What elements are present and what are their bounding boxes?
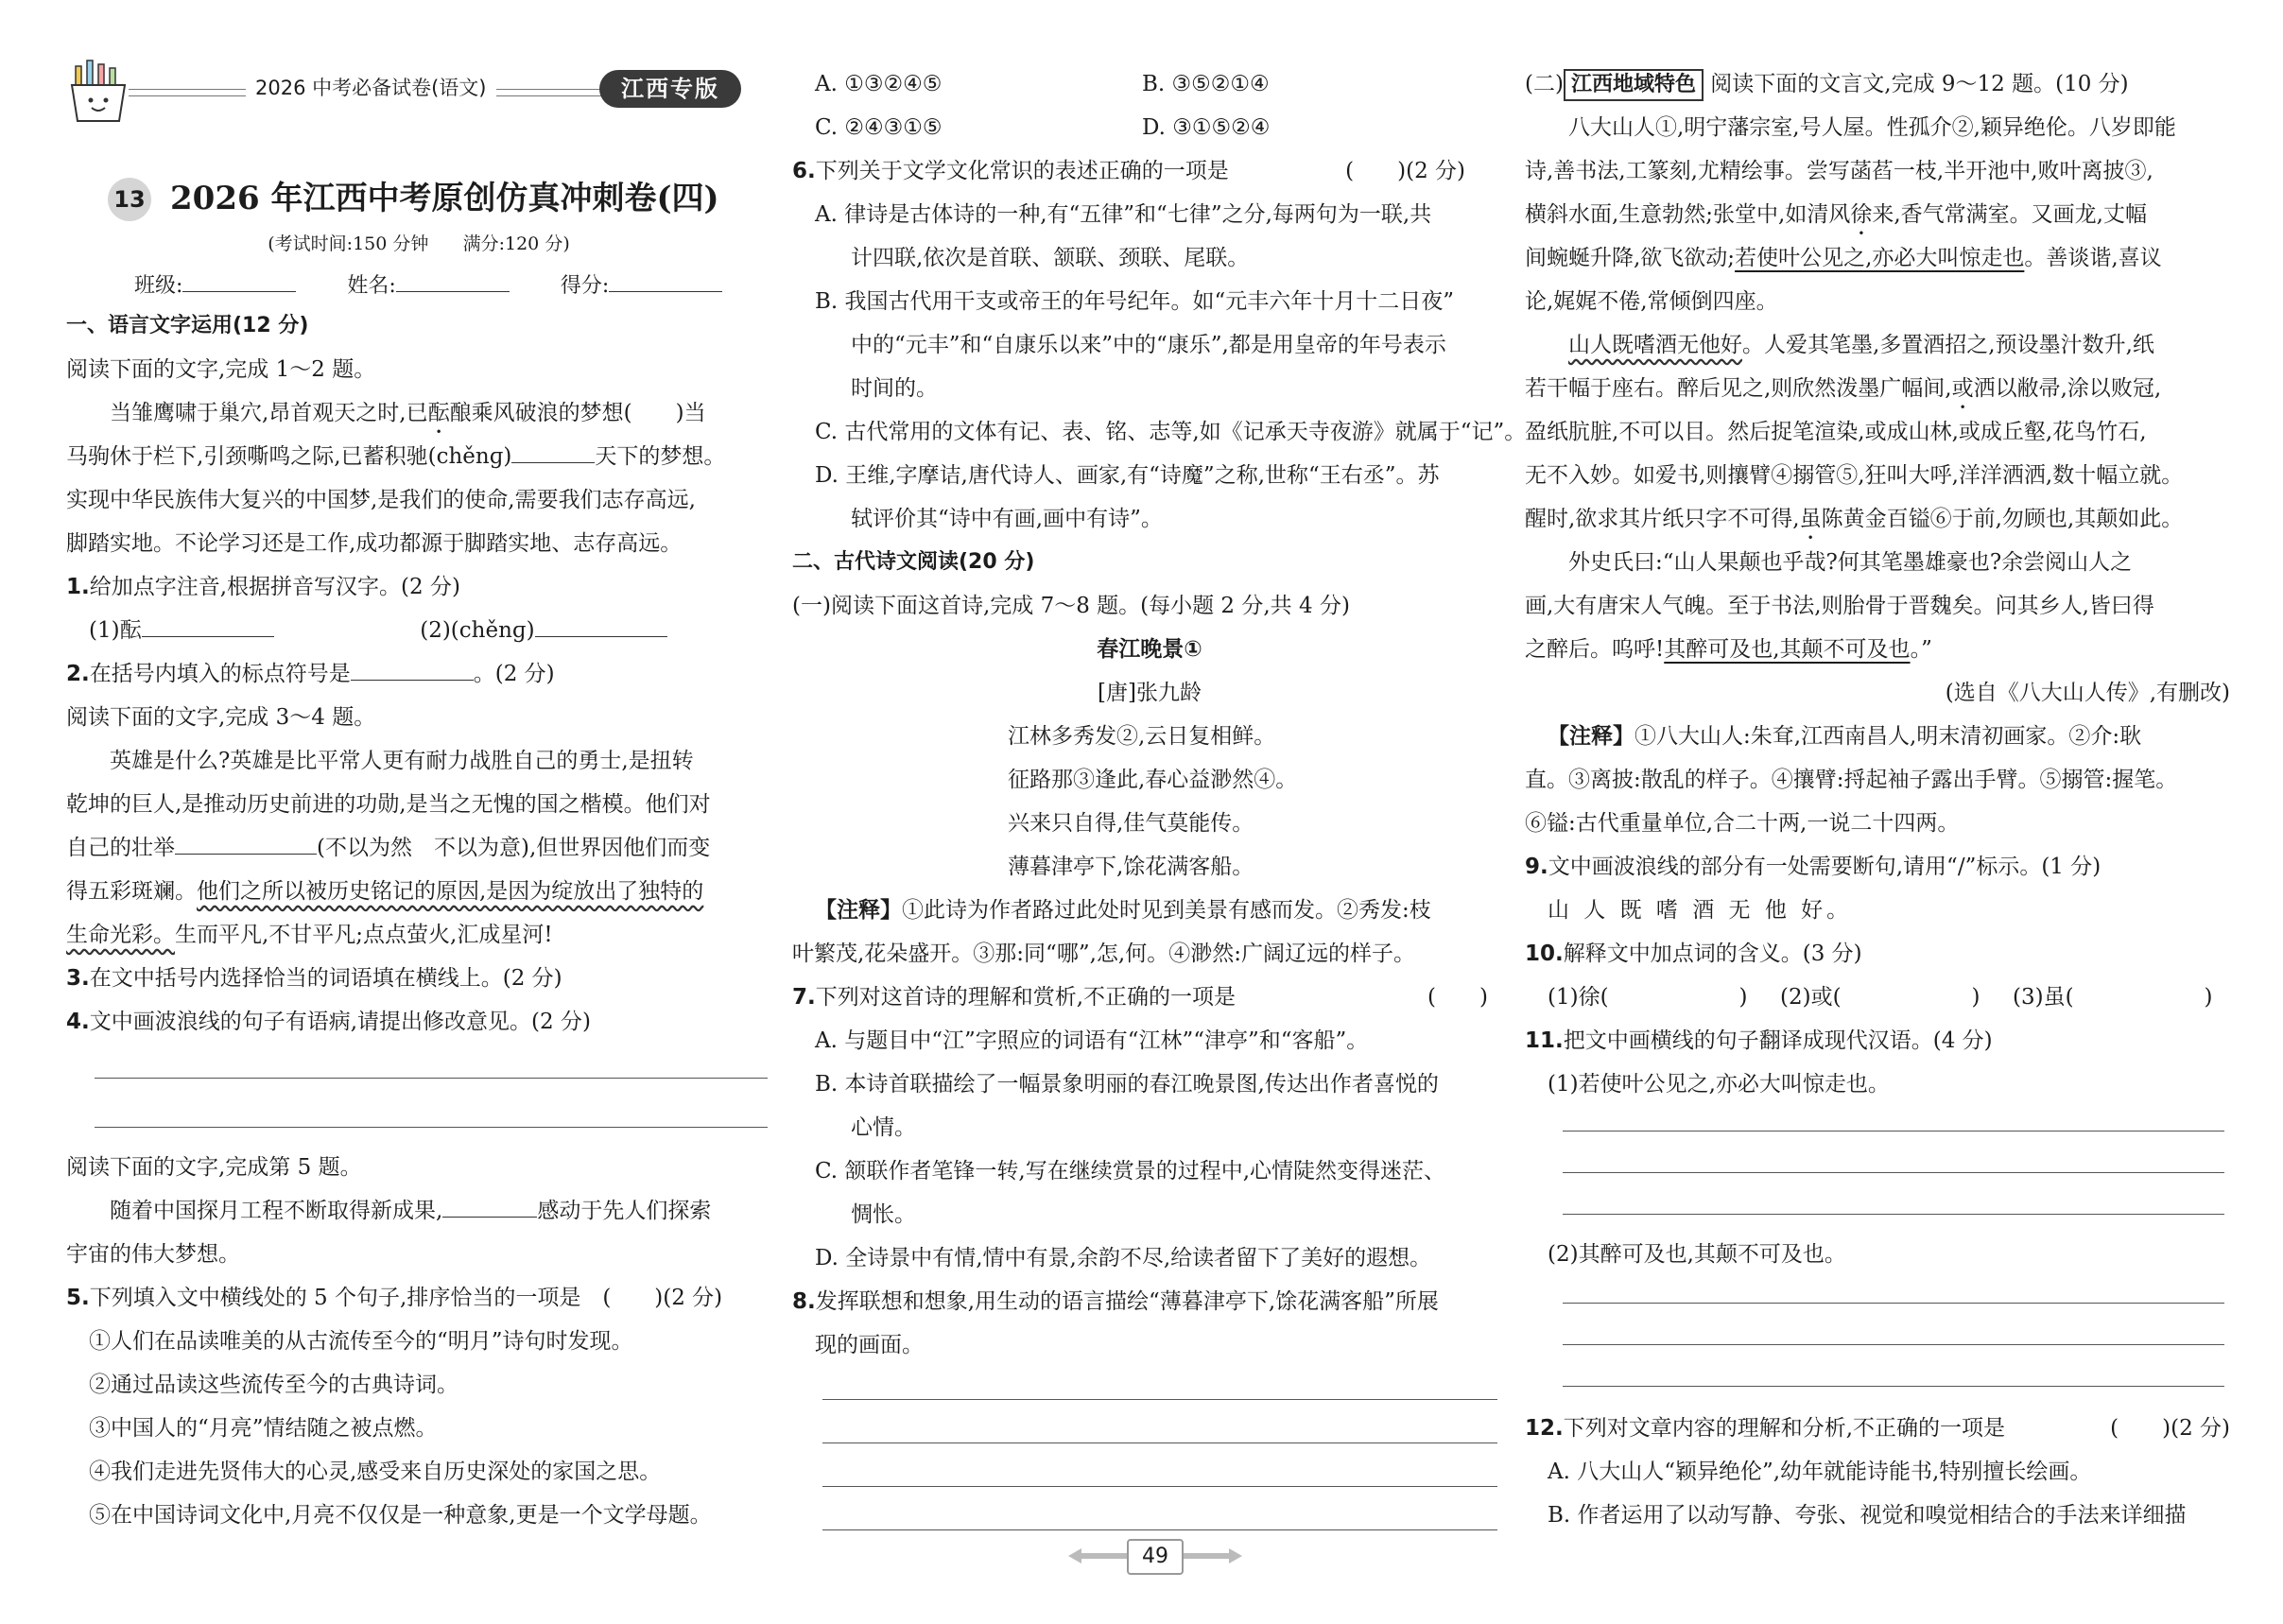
text-notes-line1: 【注释】①八大山人:朱耷,江西南昌人,明末清初画家。②介:耿 bbox=[1548, 723, 2142, 749]
question-9-characters[interactable]: 山 人 既 嗜 酒 无 他 好。 bbox=[1548, 898, 1853, 923]
poem-line-1: 江林多秀发②,云日复相鲜。 bbox=[1008, 724, 1276, 749]
answer-1-1[interactable] bbox=[142, 613, 274, 637]
classical-text-line8: 盈纸肮脏,不可以目。然后捉笔渲染,或成山林,或成丘壑,花鸟竹石, bbox=[1525, 420, 2147, 444]
question-1-blanks: (1)酝 (2)(chěnɡ) bbox=[66, 609, 771, 652]
classical-text-line1: 八大山人①,明宁藩宗室,号人屋。性孤介②,颖异绝伦。八岁即能 bbox=[1568, 115, 2176, 140]
score-label: 得分: bbox=[560, 274, 610, 298]
name-label: 姓名: bbox=[347, 274, 396, 298]
text-notes-line3: ⑥镒:古代重量单位,合二十两,一说二十四两。 bbox=[1525, 811, 1960, 836]
option-5a[interactable]: A. ①③②④⑤ bbox=[815, 72, 943, 96]
exam-time-info: (考试时间:150 分钟 满分:120 分) bbox=[268, 233, 570, 254]
option-7a[interactable]: A. 与题目中“江”字照应的词语有“江林”“津亭”和“客船”。 bbox=[815, 1028, 1369, 1053]
passage2-line5: 生命光彩。生而平凡,不甘平凡;点点萤火,汇成星河! bbox=[66, 923, 553, 947]
text-notes-line2: 直。③离披:散乱的样子。④攘臂:捋起袖子露出手臂。⑤搦管:握笔。 bbox=[1525, 768, 2178, 792]
option-6a-line1[interactable]: A. 律诗是古体诗的一种,有“五律”和“七律”之分,每两句为一联,共 bbox=[815, 202, 1432, 227]
passage1-line4: 脚踏实地。不论学习还是工作,成功都源于脚踏实地、志存高远。 bbox=[66, 531, 683, 556]
dotted-char-sui: 虽 bbox=[1799, 507, 1822, 531]
answer-line-11-1b[interactable] bbox=[1563, 1172, 2224, 1173]
question-6: 6.下列关于文学文化常识的表述正确的一项是 ( )(2 分) bbox=[792, 159, 1465, 183]
poem-line-2: 征路那③逢此,春心益渺然④。 bbox=[1008, 768, 1298, 792]
passage1-line2: 马驹休于栏下,引颈嘶鸣之际,已蓄积驰(chěnɡ) 天下的梦想。 bbox=[66, 435, 771, 478]
passage2-line2: 乾坤的巨人,是推动历史前进的功勋,是当之无愧的国之楷模。他们对 bbox=[66, 792, 711, 817]
answer-line-8d[interactable] bbox=[822, 1529, 1497, 1530]
q5-options-row1 bbox=[792, 62, 1507, 106]
question-12: 12.下列对文章内容的理解和分析,不正确的一项是 ( )(2 分) bbox=[1525, 1416, 2230, 1441]
source-citation: (选自《八大山人传》,有删改) bbox=[1945, 681, 2230, 705]
answer-line-11-1a[interactable] bbox=[1563, 1131, 2224, 1132]
option-12b[interactable]: B. 作者运用了以动写静、夸张、视觉和嗅觉相结合的手法来详细描 bbox=[1548, 1503, 2187, 1528]
classical-text-line7: 若干幅于座右。醉后见之,则欣然泼墨广幅间,或洒以敝帚,涂以败冠, bbox=[1525, 376, 2162, 401]
option-6a-line2: 计四联,依次是首联、颔联、颈联、尾联。 bbox=[851, 246, 1250, 270]
class-label: 班级: bbox=[134, 274, 183, 298]
sentence-3: ③中国人的“月亮”情结随之被点燃。 bbox=[89, 1416, 438, 1441]
class-field[interactable] bbox=[182, 268, 296, 292]
passage1-line3: 实现中华民族伟大复兴的中国梦,是我们的使命,需要我们志存高远, bbox=[66, 488, 696, 512]
option-6c[interactable]: C. 古代常用的文体有记、表、铭、志等,如《记承天寺夜游》就属于“记”。 bbox=[815, 420, 1527, 444]
question-4: 4.文中画波浪线的句子有语病,请提出修改意见。(2 分) bbox=[66, 1010, 591, 1034]
question-1: 1.给加点字注音,根据拼音写汉字。(2 分) bbox=[66, 575, 460, 599]
answer-10-3[interactable]: (3)虽( ) bbox=[2013, 985, 2213, 1010]
classical-text-line10: 醒时,欲求其片纸只字不可得,虽陈黄金百镒⑥于前,勿顾也,其颠如此。 bbox=[1525, 507, 2184, 531]
question-5: 5.下列填入文中横线处的 5 个句子,排序恰当的一项是 ( )(2 分) bbox=[66, 1286, 723, 1310]
classical-text-line5: 论,娓娓不倦,常倾倒四座。 bbox=[1525, 289, 1778, 314]
answer-line-4b[interactable] bbox=[95, 1127, 768, 1128]
underlined-sentence-1: 若使叶公见之,亦必大叫惊走也 bbox=[1735, 246, 2025, 270]
dotted-char-huo: 或 bbox=[1951, 376, 1974, 401]
classical-text-line11: 外史氏曰:“山人果颠也乎哉?何其笔墨雄豪也?余尝阅山人之 bbox=[1568, 550, 2133, 575]
sentence-5: ⑤在中国诗词文化中,月亮不仅仅是一种意象,更是一个文学母题。 bbox=[89, 1503, 712, 1528]
question-11: 11.把文中画横线的句子翻译成现代汉语。(4 分) bbox=[1525, 1028, 1993, 1053]
answer-line-8a[interactable] bbox=[822, 1399, 1497, 1400]
classical-text-line9: 无不入妙。如爱书,则攘臂④搦管⑤,狂叫大呼,洋洋洒洒,数十幅立就。 bbox=[1525, 463, 2184, 488]
wavy-sentence: 他们之所以被历史铭记的原因,是因为绽放出了独特的 bbox=[197, 879, 704, 904]
column-middle bbox=[792, 0, 1527, 1624]
student-info-row bbox=[134, 268, 722, 303]
dotted-char-xu: 徐 bbox=[1850, 202, 1873, 227]
option-6d-line2: 轼评价其“诗中有画,画中有诗”。 bbox=[851, 507, 1163, 531]
page-number-area bbox=[1068, 1539, 1238, 1573]
passage2-line4: 得五彩斑斓。他们之所以被历史铭记的原因,是因为绽放出了独特的 bbox=[66, 879, 704, 904]
option-7b-line2: 心情。 bbox=[851, 1115, 916, 1140]
answer-1-2[interactable] bbox=[535, 613, 667, 637]
answer-10-2[interactable]: (2)或( ) bbox=[1780, 985, 1980, 1010]
option-5b[interactable]: B. ③⑤②①④ bbox=[1142, 72, 1270, 96]
poem-notes-line1: 【注释】①此诗为作者路过此处时见到美景有感而发。②秀发:枝 bbox=[815, 897, 1431, 923]
section-2-heading: 二、古代诗文阅读(20 分) bbox=[792, 550, 1035, 574]
regional-feature-tag: 江西地域特色 bbox=[1564, 69, 1704, 101]
classical-text-line13: 之醉后。呜呼!其醉可及也,其颠不可及也。” bbox=[1525, 637, 1932, 662]
question-11-2: (2)其醉可及也,其颠不可及也。 bbox=[1548, 1242, 1846, 1267]
poem-author: [唐]张九龄 bbox=[1098, 681, 1202, 705]
pencil-cup-icon bbox=[68, 57, 129, 123]
question-8: 8.发挥联想和想象,用生动的语言描绘“薄暮津亭下,馀花满客船”所展 bbox=[792, 1289, 1439, 1314]
header-series: 2026 中考必备试卷(语文) bbox=[246, 72, 496, 104]
wavy-phrase: 山人既嗜酒无他好 bbox=[1568, 333, 1742, 357]
poem-notes-line2: 叶繁茂,花朵盛开。③那:同“哪”,怎,何。④渺然:广阔辽远的样子。 bbox=[792, 942, 1415, 966]
sentence-1: ①人们在品读唯美的从古流传至今的“明月”诗句时发现。 bbox=[89, 1329, 633, 1354]
subsection-1-instruction: (一)阅读下面这首诗,完成 7～8 题。(每小题 2 分,共 4 分) bbox=[792, 594, 1350, 618]
passage3-line1: 随着中国探月工程不断取得新成果, 感动于先人们探索 bbox=[66, 1189, 771, 1233]
dotted-char-yun: 酝 bbox=[427, 401, 450, 425]
answer-10-1[interactable]: (1)徐( ) bbox=[1548, 985, 1748, 1010]
classical-text-line3: 横斜水面,生意勃然;张堂中,如清风徐来,香气常满室。又画龙,丈幅 bbox=[1525, 202, 2147, 227]
q5-options-row2 bbox=[792, 106, 1507, 149]
question-7: 7.下列对这首诗的理解和赏析,不正确的一项是 ( ) bbox=[792, 985, 1488, 1010]
passage2-line3: 自己的壮举 (不以为然 不以为意),但世界因他们而变 bbox=[66, 826, 771, 870]
section-1-heading: 一、语言文字运用(12 分) bbox=[66, 314, 309, 337]
subsection-2-instruction: (二) 江西地域特色 阅读下面的文言文,完成 9～12 题。(10 分) bbox=[1525, 62, 2230, 106]
question-9: 9.文中画波浪线的部分有一处需要断句,请用“/”标示。(1 分) bbox=[1525, 855, 2101, 879]
answer-line-11-2b[interactable] bbox=[1563, 1344, 2224, 1345]
answer-2[interactable] bbox=[351, 657, 474, 681]
reading-instruction-1: 阅读下面的文字,完成 1～2 题。 bbox=[66, 357, 376, 382]
question-10: 10.解释文中加点词的含义。(3 分) bbox=[1525, 942, 1862, 966]
score-field[interactable] bbox=[609, 268, 722, 292]
poem-line-4: 薄暮津亭下,馀花满客船。 bbox=[1008, 855, 1254, 879]
reading-instruction-3: 阅读下面的文字,完成第 5 题。 bbox=[66, 1155, 362, 1180]
option-7b-line1[interactable]: B. 本诗首联描绘了一幅景象明丽的春江晚景图,传达出作者喜悦的 bbox=[815, 1072, 1439, 1097]
option-6b-line3: 时间的。 bbox=[851, 376, 938, 401]
question-8-line2: 现的画面。 bbox=[815, 1333, 924, 1357]
option-7c-line2: 惆怅。 bbox=[851, 1202, 916, 1227]
question-3: 3.在文中括号内选择恰当的词语填在横线上。(2 分) bbox=[66, 966, 562, 991]
question-2: 2.在括号内填入的标点符号是 。(2 分) bbox=[66, 652, 771, 696]
answer-line-11-2a[interactable] bbox=[1563, 1303, 2224, 1304]
answer-line-11-1c[interactable] bbox=[1563, 1214, 2224, 1215]
option-7c-line1[interactable]: C. 颔联作者笔锋一转,写在继续赏景的过程中,心情陡然变得迷茫、 bbox=[815, 1159, 1446, 1183]
passage3-line2: 宇宙的伟大梦想。 bbox=[66, 1242, 240, 1267]
column-right bbox=[1525, 0, 2230, 1624]
option-7d[interactable]: D. 全诗景中有情,情中有景,余韵不尽,给读者留下了美好的遐想。 bbox=[815, 1246, 1432, 1270]
name-field[interactable] bbox=[396, 268, 510, 292]
poem-title: 春江晚景① bbox=[1097, 637, 1202, 662]
paper-number-badge: 13 bbox=[108, 178, 151, 221]
arrow-left-icon bbox=[1068, 1546, 1127, 1565]
header-band bbox=[66, 62, 749, 117]
column-left bbox=[66, 0, 771, 1624]
option-12a[interactable]: A. 八大山人“颖异绝伦”,幼年就能诗能书,特别擅长绘画。 bbox=[1548, 1460, 2092, 1484]
answer-line-4a[interactable] bbox=[95, 1078, 768, 1079]
classical-text-line2: 诗,善书法,工篆刻,尤精绘事。尝写菡萏一枝,半开池中,败叶离披③, bbox=[1525, 159, 2153, 183]
option-5c[interactable]: C. ②④③①⑤ bbox=[815, 115, 943, 140]
poem-line-3: 兴来只自得,佳气莫能传。 bbox=[1008, 811, 1254, 836]
paper-title: 2026 年江西中考原创仿真冲刺卷(四) bbox=[170, 180, 719, 217]
answer-3[interactable] bbox=[175, 831, 317, 855]
underlined-sentence-2: 其醉可及也,其颠不可及也 bbox=[1664, 637, 1911, 662]
passage2-line1: 英雄是什么?英雄是比平常人更有耐力战胜自己的勇士,是扭转 bbox=[110, 749, 694, 773]
blank-5[interactable] bbox=[442, 1194, 537, 1218]
page-number: 49 bbox=[1127, 1539, 1184, 1575]
reading-instruction-2: 阅读下面的文字,完成 3～4 题。 bbox=[66, 705, 376, 730]
option-6b-line2: 中的“元丰”和“自康乐以来”中的“康乐”,都是用皇帝的年号表示 bbox=[851, 333, 1446, 357]
sentence-2: ②通过品读这些流传至今的古典诗词。 bbox=[89, 1373, 458, 1397]
classical-text-line4: 间蜿蜒升降,欲飞欲动;若使叶公见之,亦必大叫惊走也。善谈谐,喜议 bbox=[1525, 246, 2162, 270]
classical-text-line6: 山人既嗜酒无他好。人爱其笔墨,多置酒招之,预设墨汁数升,纸 bbox=[1568, 333, 2154, 357]
classical-text-line12: 画,大有唐宋人气魄。至于书法,则胎骨于晋魏矣。问其乡人,皆曰得 bbox=[1525, 594, 2154, 618]
edition-badge: 江西专版 bbox=[599, 70, 741, 108]
question-11-1: (1)若使叶公见之,亦必大叫惊走也。 bbox=[1548, 1072, 1890, 1097]
answer-line-11-2c[interactable] bbox=[1563, 1386, 2224, 1387]
arrow-right-icon bbox=[1184, 1546, 1242, 1565]
option-6b-line1[interactable]: B. 我国古代用干支或帝王的年号纪年。如“元丰六年十月十二日夜” bbox=[815, 289, 1455, 314]
option-6d-line1[interactable]: D. 王维,字摩诘,唐代诗人、画家,有“诗魔”之称,世称“王右丞”。苏 bbox=[815, 463, 1440, 488]
option-5d[interactable]: D. ③①⑤②④ bbox=[1142, 115, 1271, 140]
sentence-4: ④我们走进先贤伟大的心灵,感受来自历史深处的家国之思。 bbox=[89, 1460, 662, 1484]
question-10-blanks bbox=[1525, 976, 2230, 1019]
passage1-line1: 当雏鹰啸于巢穴,昂首观天之时,已酝酿乘风破浪的梦想( )当 bbox=[110, 401, 706, 425]
blank-chengg[interactable] bbox=[511, 440, 595, 463]
answer-line-8c[interactable] bbox=[822, 1486, 1497, 1487]
